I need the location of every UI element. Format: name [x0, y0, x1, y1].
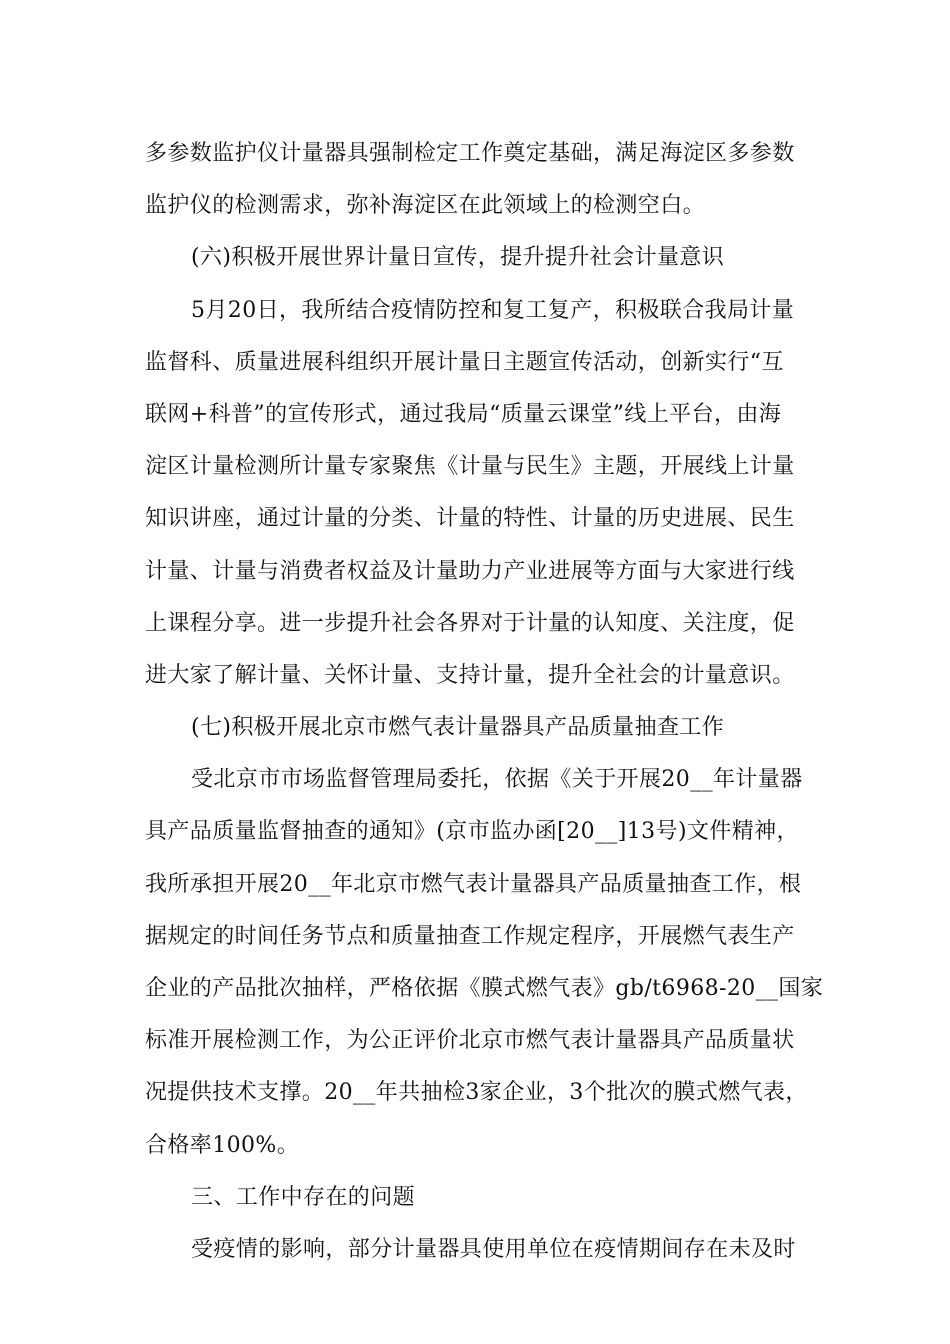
body-text-line: 进大家了解计量、关怀计量、支持计量，提升全社会的计量意识。 — [145, 662, 795, 688]
body-text-line: 知识讲座，通过计量的分类、计量的特性、计量的历史进展、民生 — [145, 506, 795, 532]
body-text-line: 据规定的时间任务节点和质量抽查工作规定程序，开展燃气表生产 — [145, 923, 795, 949]
body-text-line: 企业的产品批次抽样，严格依据《膜式燃气表》gb/t6968-20__国家 — [145, 976, 824, 1001]
paragraph-start-line: 5月20日，我所结合疫情防控和复工复产，积极联合我局计量 — [191, 297, 795, 323]
body-text-line: 我所承担开展20__年北京市燃气表计量器具产品质量抽查工作，根 — [145, 871, 802, 897]
paragraph-start-line: 受北京市市场监督管理局委托，依据《关于开展20__年计量器 — [191, 767, 803, 793]
body-text-line: 计量、计量与消费者权益及计量助力产业进展等方面与大家进行线 — [145, 558, 795, 584]
body-text-line: 淀区计量检测所计量专家聚焦《计量与民生》主题，开展线上计量 — [145, 454, 795, 480]
body-text-line: 上课程分享。进一步提升社会各界对于计量的认知度、关注度，促 — [145, 610, 795, 636]
body-text-line: 具产品质量监督抽查的通知》(京市监办函[20__]13号)文件精神， — [145, 819, 799, 845]
body-text-line: 多参数监护仪计量器具强制检定工作奠定基础，满足海淀区多参数 — [145, 141, 795, 166]
paragraph-start-line: 受疫情的影响，部分计量器具使用单位在疫情期间存在未及时 — [191, 1236, 796, 1262]
section-heading-6: (六)积极开展世界计量日宣传，提升提升社会计量意识 — [191, 245, 725, 271]
section-heading-3: 三、工作中存在的问题 — [191, 1184, 416, 1210]
body-text-line: 监护仪的检测需求，弥补海淀区在此领域上的检测空白。 — [145, 193, 706, 219]
document-body — [145, 128, 824, 1276]
body-text-line: 合格率100%。 — [145, 1132, 300, 1158]
body-text-line: 监督科、质量进展科组织开展计量日主题宣传活动，创新实行“互 — [145, 349, 784, 375]
body-text-line: 标准开展检测工作，为公正评价北京市燃气表计量器具产品质量状 — [145, 1028, 795, 1054]
body-text-line: 况提供技术支撑。20__年共抽检3家企业，3个批次的膜式燃气表， — [145, 1080, 808, 1106]
section-heading-7: (七)积极开展北京市燃气表计量器具产品质量抽查工作 — [191, 715, 725, 741]
body-text-line: 联网+科普”的宣传形式，通过我局“质量云课堂”线上平台，由海 — [145, 401, 782, 427]
